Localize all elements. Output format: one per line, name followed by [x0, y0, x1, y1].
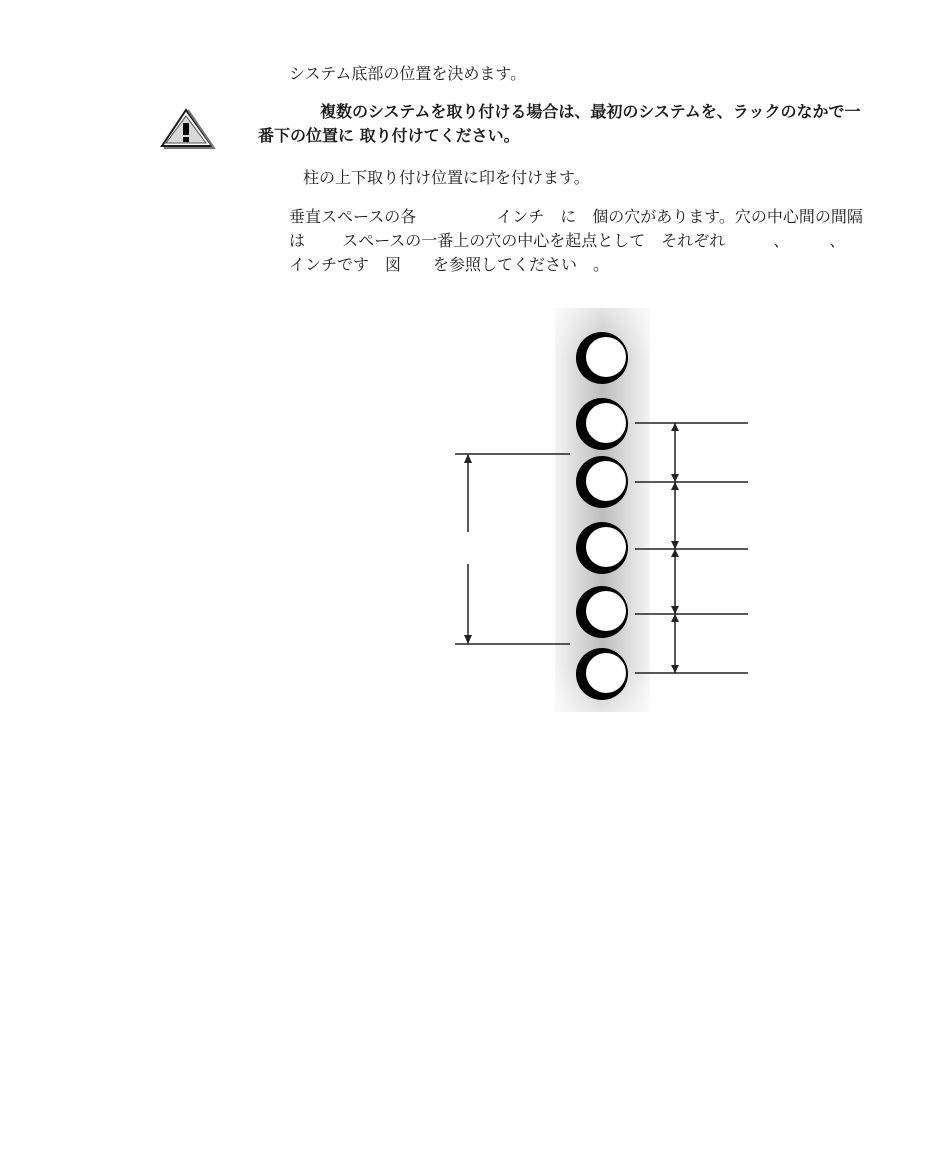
- rack-hole: [576, 456, 628, 508]
- rack-hole: [576, 332, 628, 384]
- rack-hole-spacing-figure: [440, 300, 770, 720]
- u-space-dimension-left: [455, 454, 570, 644]
- description-line3: インチです 図 を参照してください 。: [289, 255, 610, 274]
- rack-hole: [576, 522, 628, 574]
- description-line1: 垂直スペースの各 インチ に 個の穴があります。穴の中心間の間隔: [289, 207, 863, 226]
- hole-spacing-description: [289, 205, 914, 277]
- step-text-locate-bottom: システム底部の位置を決めます。: [289, 64, 527, 83]
- description-line2: は スペースの一番上の穴の中心を起点として それぞれ 、 、: [289, 231, 846, 250]
- rack-hole: [576, 398, 628, 450]
- caution-text-line2: 番下の位置に 取り付けてください。: [258, 126, 520, 145]
- hole-spacing-dimension-right: [635, 423, 748, 673]
- rack-hole: [576, 586, 628, 638]
- caution-text-line1: 複数のシステムを取り付ける場合は、最初のシステムを、ラックのなかで一: [320, 102, 861, 121]
- warning-triangle-icon: [160, 106, 216, 150]
- step-text-mark-positions: 柱の上下取り付け位置に印を付けます。: [303, 168, 590, 187]
- rack-hole: [576, 648, 628, 700]
